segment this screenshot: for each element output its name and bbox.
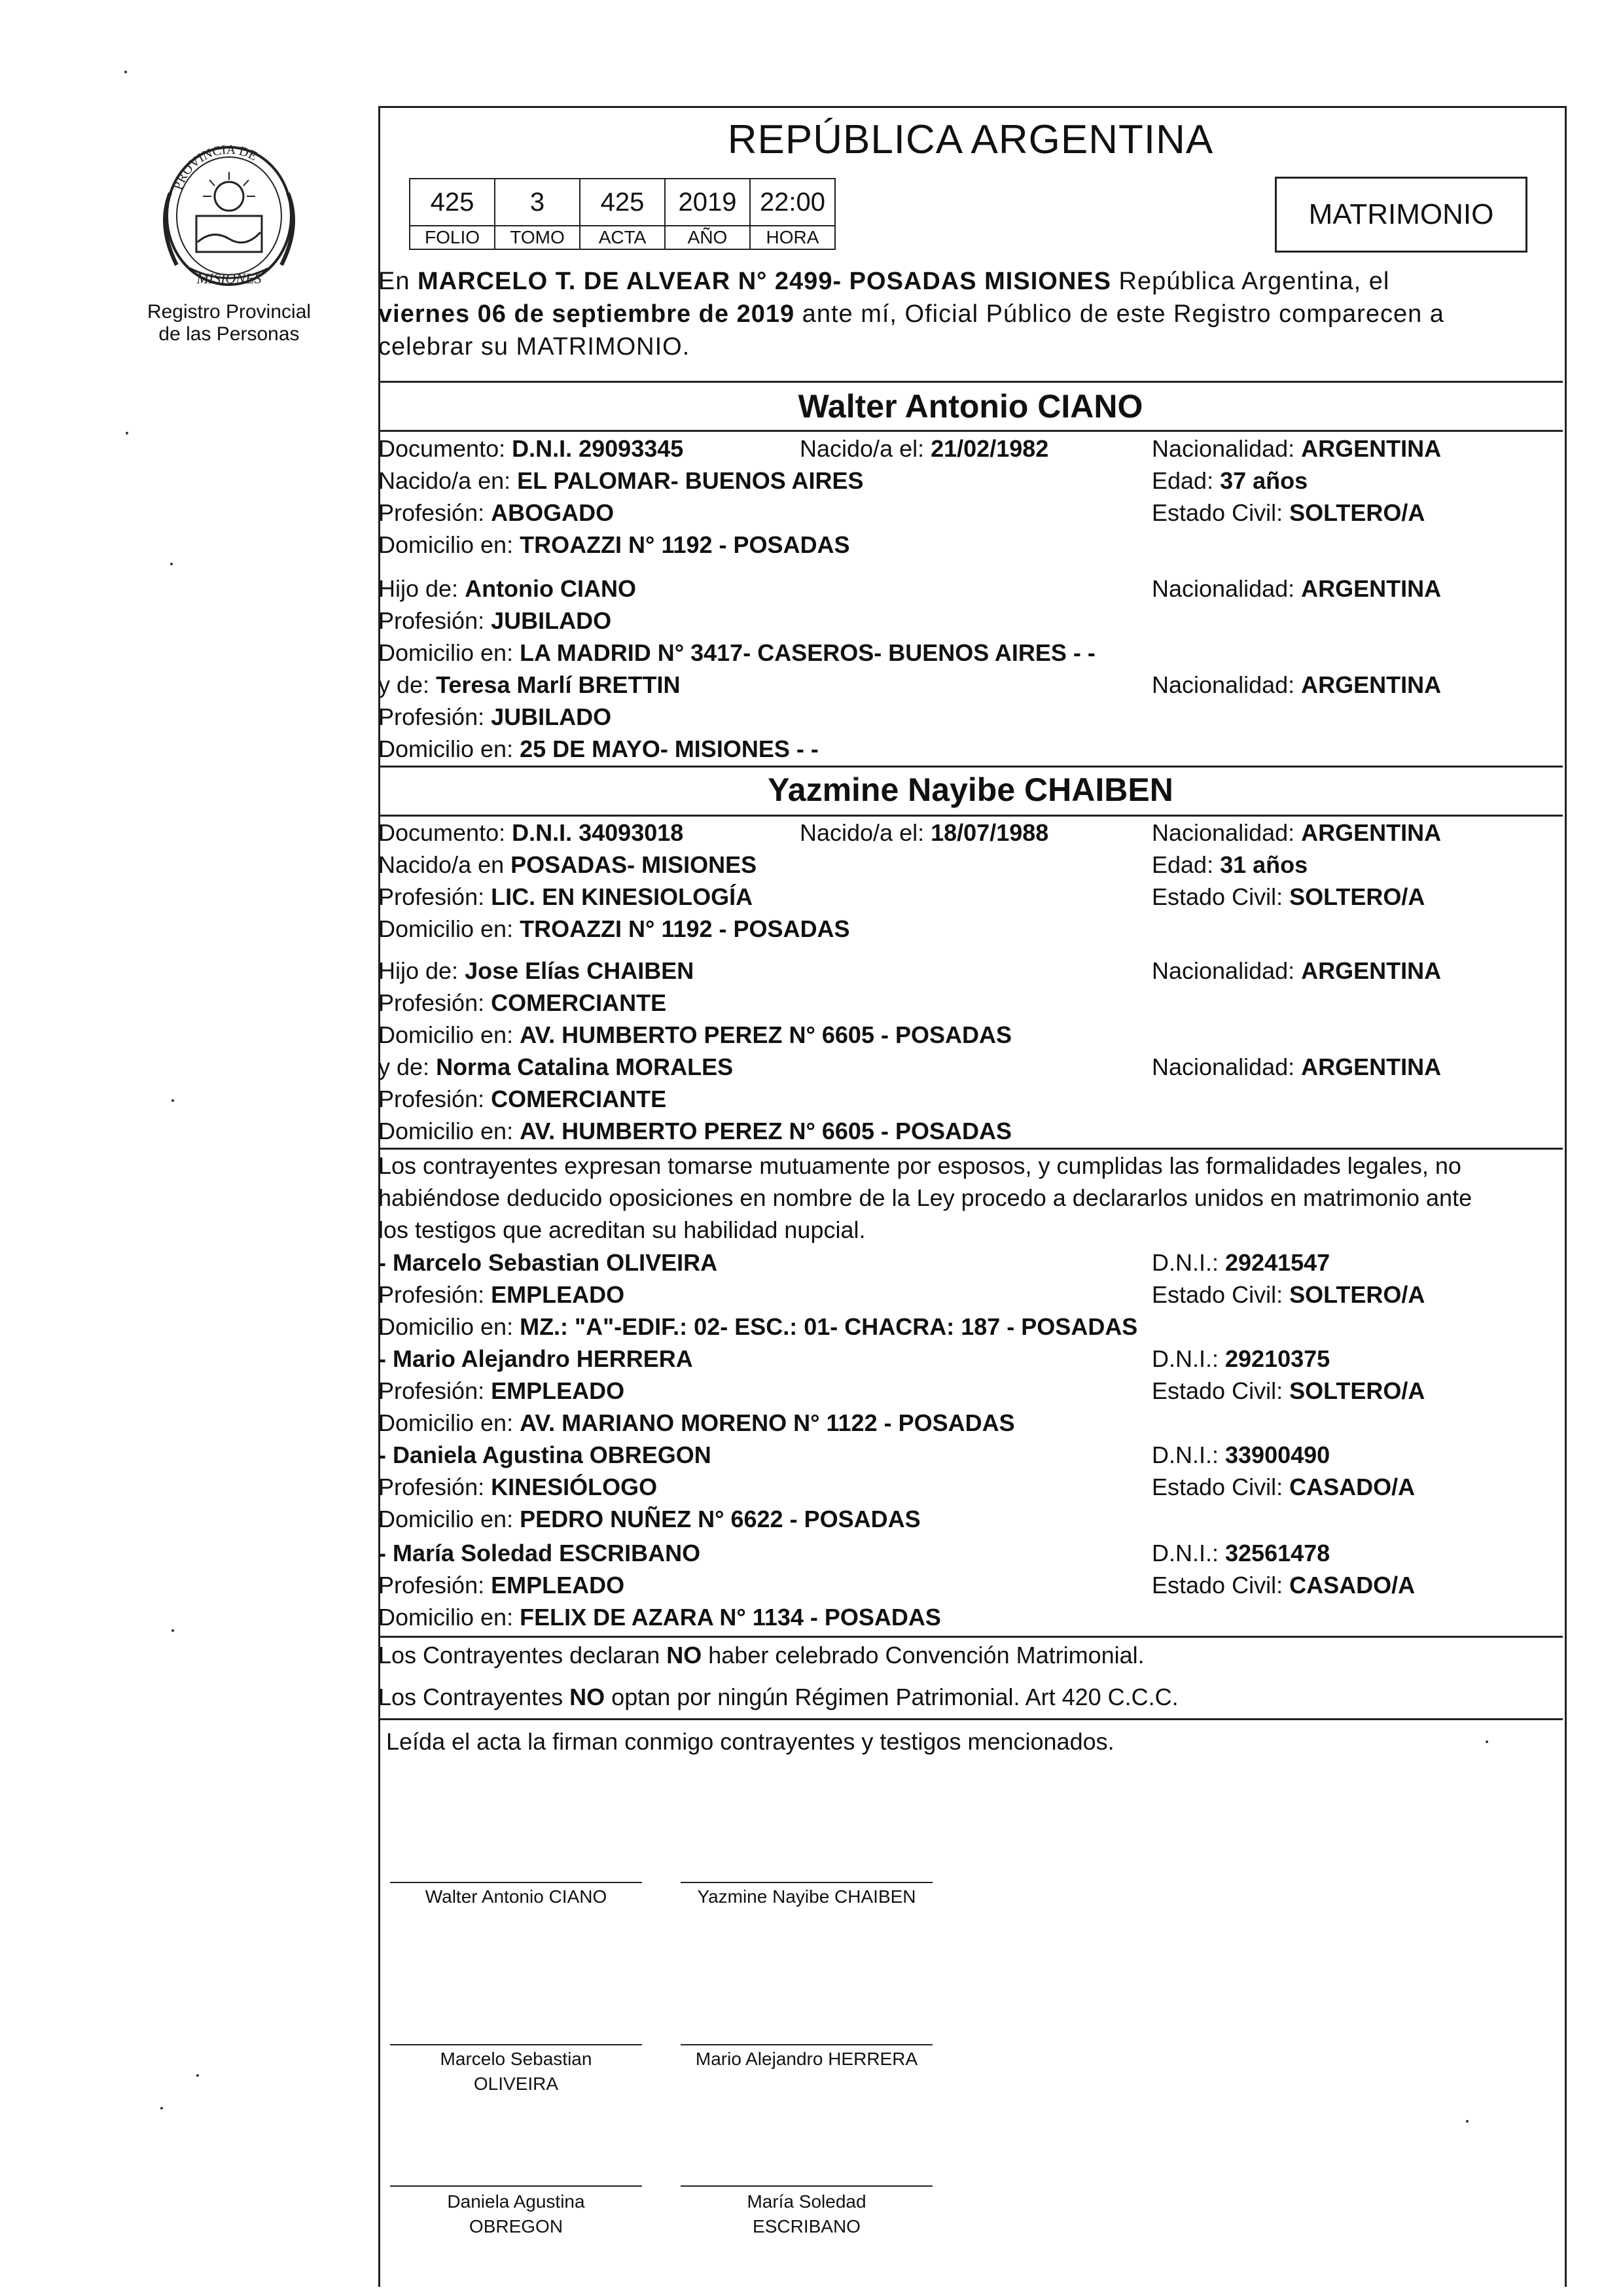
spouse2-father-address: Domicilio en: AV. HUMBERTO PEREZ N° 6605 - POSADAS bbox=[378, 1021, 1012, 1048]
divider bbox=[378, 430, 1563, 432]
spouse2-father-nationality: Nacionalidad: ARGENTINA bbox=[1152, 957, 1442, 984]
spouse2-profession: Profesión: LIC. EN KINESIOLOGÍA bbox=[378, 883, 753, 910]
witness1-civil-status: Estado Civil: SOLTERO/A bbox=[1152, 1281, 1425, 1308]
spouse2-mother-address: Domicilio en: AV. HUMBERTO PEREZ N° 6605 - POSADAS bbox=[378, 1118, 1012, 1144]
witness1-profession: Profesión: EMPLEADO bbox=[378, 1281, 625, 1308]
ano-label: AÑO bbox=[665, 226, 750, 249]
signature-witness3: Daniela Agustina OBREGON bbox=[447, 2191, 585, 2236]
scan-speck bbox=[196, 2074, 199, 2077]
signature-line bbox=[390, 1882, 642, 1883]
divider bbox=[378, 381, 1563, 383]
signature-line bbox=[681, 1882, 933, 1883]
hora-value: 22:00 bbox=[750, 179, 835, 226]
spouse1-address: Domicilio en: TROAZZI N° 1192 - POSADAS bbox=[378, 531, 850, 558]
spouse1-document: Documento: D.N.I. 29093345 bbox=[378, 435, 684, 462]
spouse1-age: Edad: 37 años bbox=[1152, 467, 1308, 494]
spouse2-document: Documento: D.N.I. 34093018 bbox=[378, 819, 684, 846]
spouse1-birthplace: Nacido/a en: EL PALOMAR- BUENOS AIRES bbox=[378, 467, 864, 494]
witness4-name: - María Soledad ESCRIBANO bbox=[378, 1540, 701, 1566]
spouse1-nationality: Nacionalidad: ARGENTINA bbox=[1152, 435, 1442, 462]
witness4-dni: D.N.I.: 32561478 bbox=[1152, 1540, 1330, 1566]
scan-speck bbox=[171, 1099, 174, 1102]
ano-value: 2019 bbox=[665, 179, 750, 226]
witness4-address: Domicilio en: FELIX DE AZARA N° 1134 - POSADAS bbox=[378, 1604, 941, 1631]
divider bbox=[378, 766, 1563, 768]
svg-text:PROVINCIA DE: PROVINCIA DE bbox=[171, 142, 260, 192]
divider bbox=[378, 1718, 1563, 1720]
signature-line bbox=[390, 2185, 642, 2187]
intro-text: República Argentina, el bbox=[1111, 268, 1390, 295]
witness3-address: Domicilio en: PEDRO NUÑEZ N° 6622 - POSADAS bbox=[378, 1506, 921, 1532]
signature-spouse2: Yazmine Nayibe CHAIBEN bbox=[697, 1886, 916, 1907]
spouse2-mother-profession: Profesión: COMERCIANTE bbox=[378, 1086, 667, 1112]
spouse1-profession: Profesión: ABOGADO bbox=[378, 499, 615, 526]
registry-seal bbox=[144, 134, 314, 298]
witness3-civil-status: Estado Civil: CASADO/A bbox=[1152, 1474, 1416, 1500]
ceremony-place: MARCELO T. DE ALVEAR N° 2499- POSADAS MISIONES bbox=[418, 268, 1111, 295]
scan-speck bbox=[171, 1629, 174, 1632]
closing-statement: Leída el acta la firman conmigo contrayentes y testigos mencionados. bbox=[386, 1728, 1115, 1755]
witness4-civil-status: Estado Civil: CASADO/A bbox=[1152, 1572, 1416, 1598]
signature-spouse1: Walter Antonio CIANO bbox=[425, 1886, 607, 1907]
spouse1-father-nationality: Nacionalidad: ARGENTINA bbox=[1152, 575, 1442, 602]
spouse2-nationality: Nacionalidad: ARGENTINA bbox=[1152, 819, 1442, 846]
intro-text: En bbox=[378, 268, 418, 295]
witness3-profession: Profesión: KINESIÓLOGO bbox=[378, 1474, 658, 1500]
witness4-profession: Profesión: EMPLEADO bbox=[378, 1572, 625, 1598]
signature-line bbox=[390, 2044, 642, 2045]
spouse1-name: Walter Antonio CIANO bbox=[798, 388, 1143, 425]
witness2-civil-status: Estado Civil: SOLTERO/A bbox=[1152, 1377, 1425, 1404]
spouse1-mother: y de: Teresa Marlí BRETTIN bbox=[378, 671, 681, 698]
spouse2-civil-status: Estado Civil: SOLTERO/A bbox=[1152, 883, 1425, 910]
spouse1-mother-profession: Profesión: JUBILADO bbox=[378, 703, 612, 730]
witness1-name: - Marcelo Sebastian OLIVEIRA bbox=[378, 1249, 718, 1276]
spouse1-mother-nationality: Nacionalidad: ARGENTINA bbox=[1152, 671, 1442, 698]
scan-speck bbox=[126, 432, 128, 434]
spouse1-civil-status: Estado Civil: SOLTERO/A bbox=[1152, 499, 1425, 526]
scan-speck bbox=[124, 71, 127, 73]
spouse1-birthdate: Nacido/a el: 21/02/1982 bbox=[800, 435, 1049, 462]
acta-label: ACTA bbox=[580, 226, 665, 249]
spouse2-birthdate: Nacido/a el: 18/07/1988 bbox=[800, 819, 1049, 846]
signature-witness1: Marcelo Sebastian OLIVEIRA bbox=[440, 2049, 592, 2094]
witness2-address: Domicilio en: AV. MARIANO MORENO N° 1122 - POSADAS bbox=[378, 1409, 1015, 1436]
witness2-profession: Profesión: EMPLEADO bbox=[378, 1377, 625, 1404]
spouse2-birthplace: Nacido/a en POSADAS- MISIONES bbox=[378, 851, 757, 878]
convention-statement: Los Contrayentes declaran NO haber celebrado Convención Matrimonial. bbox=[378, 1642, 1145, 1669]
declaration-line: los testigos que acreditan su habilidad nupcial. bbox=[378, 1216, 866, 1243]
regime-statement: Los Contrayentes NO optan por ningún Régimen Patrimonial. Art 420 C.C.C. bbox=[378, 1684, 1179, 1710]
tomo-label: TOMO bbox=[495, 226, 580, 249]
svg-text:MISIONES: MISIONES bbox=[196, 270, 262, 287]
declaration-line: Los contrayentes expresan tomarse mutuamente por esposos, y cumplidas las formalidades legales, no bbox=[378, 1152, 1461, 1179]
spouse2-father-profession: Profesión: COMERCIANTE bbox=[378, 989, 667, 1016]
spouse1-father: Hijo de: Antonio CIANO bbox=[378, 575, 637, 602]
scan-speck bbox=[170, 563, 173, 565]
registry-caption: Registro Provincial de las Personas bbox=[147, 301, 312, 345]
intro-text: celebrar su MATRIMONIO. bbox=[378, 333, 690, 361]
divider bbox=[378, 1636, 1563, 1638]
spouse1-father-profession: Profesión: JUBILADO bbox=[378, 607, 612, 634]
country-title: REPÚBLICA ARGENTINA bbox=[727, 117, 1214, 162]
witness1-address: Domicilio en: MZ.: "A"-EDIF.: 02- ESC.: 01- CHACRA: 187 - POSADAS bbox=[378, 1313, 1138, 1340]
signature-line bbox=[681, 2044, 933, 2045]
hora-label: HORA bbox=[750, 226, 835, 249]
act-type: MATRIMONIO bbox=[1308, 198, 1494, 230]
signature-line bbox=[681, 2185, 933, 2187]
folio-value: 425 bbox=[410, 179, 495, 226]
witness3-dni: D.N.I.: 33900490 bbox=[1152, 1441, 1330, 1468]
scan-speck bbox=[160, 2107, 163, 2110]
signature-witness2: Mario Alejandro HERRERA bbox=[695, 2049, 918, 2069]
divider bbox=[378, 815, 1563, 817]
spouse2-age: Edad: 31 años bbox=[1152, 851, 1308, 878]
declaration-line: habiéndose deducido oposiciones en nombre de la Ley procedo a declararlos unidos en matrimonio ante bbox=[378, 1184, 1472, 1211]
divider bbox=[378, 1148, 1563, 1150]
ceremony-date: viernes 06 de septiembre de 2019 bbox=[378, 300, 795, 328]
intro-paragraph bbox=[378, 265, 1560, 363]
registry-table bbox=[409, 178, 836, 250]
witness1-dni: D.N.I.: 29241547 bbox=[1152, 1249, 1330, 1276]
scan-speck bbox=[1486, 1740, 1488, 1743]
tomo-value: 3 bbox=[495, 179, 580, 226]
witness3-name: - Daniela Agustina OBREGON bbox=[378, 1441, 711, 1468]
spouse2-address: Domicilio en: TROAZZI N° 1192 - POSADAS bbox=[378, 915, 850, 942]
spouse2-father: Hijo de: Jose Elías CHAIBEN bbox=[378, 957, 694, 984]
spouse2-name: Yazmine Nayibe CHAIBEN bbox=[768, 771, 1173, 808]
act-type-box bbox=[1275, 177, 1527, 253]
intro-text: ante mí, Oficial Público de este Registro comparecen a bbox=[794, 300, 1444, 328]
acta-value: 425 bbox=[580, 179, 665, 226]
witness2-dni: D.N.I.: 29210375 bbox=[1152, 1345, 1330, 1372]
spouse2-mother-nationality: Nacionalidad: ARGENTINA bbox=[1152, 1053, 1442, 1080]
spouse1-mother-address: Domicilio en: 25 DE MAYO- MISIONES - - bbox=[378, 735, 819, 762]
folio-label: FOLIO bbox=[410, 226, 495, 249]
witness2-name: - Mario Alejandro HERRERA bbox=[378, 1345, 693, 1372]
scan-speck bbox=[1466, 2120, 1469, 2123]
spouse2-mother: y de: Norma Catalina MORALES bbox=[378, 1053, 734, 1080]
signature-witness4: María Soledad ESCRIBANO bbox=[747, 2191, 866, 2236]
spouse1-father-address: Domicilio en: LA MADRID N° 3417- CASEROS- BUENOS AIRES - - bbox=[378, 639, 1096, 666]
